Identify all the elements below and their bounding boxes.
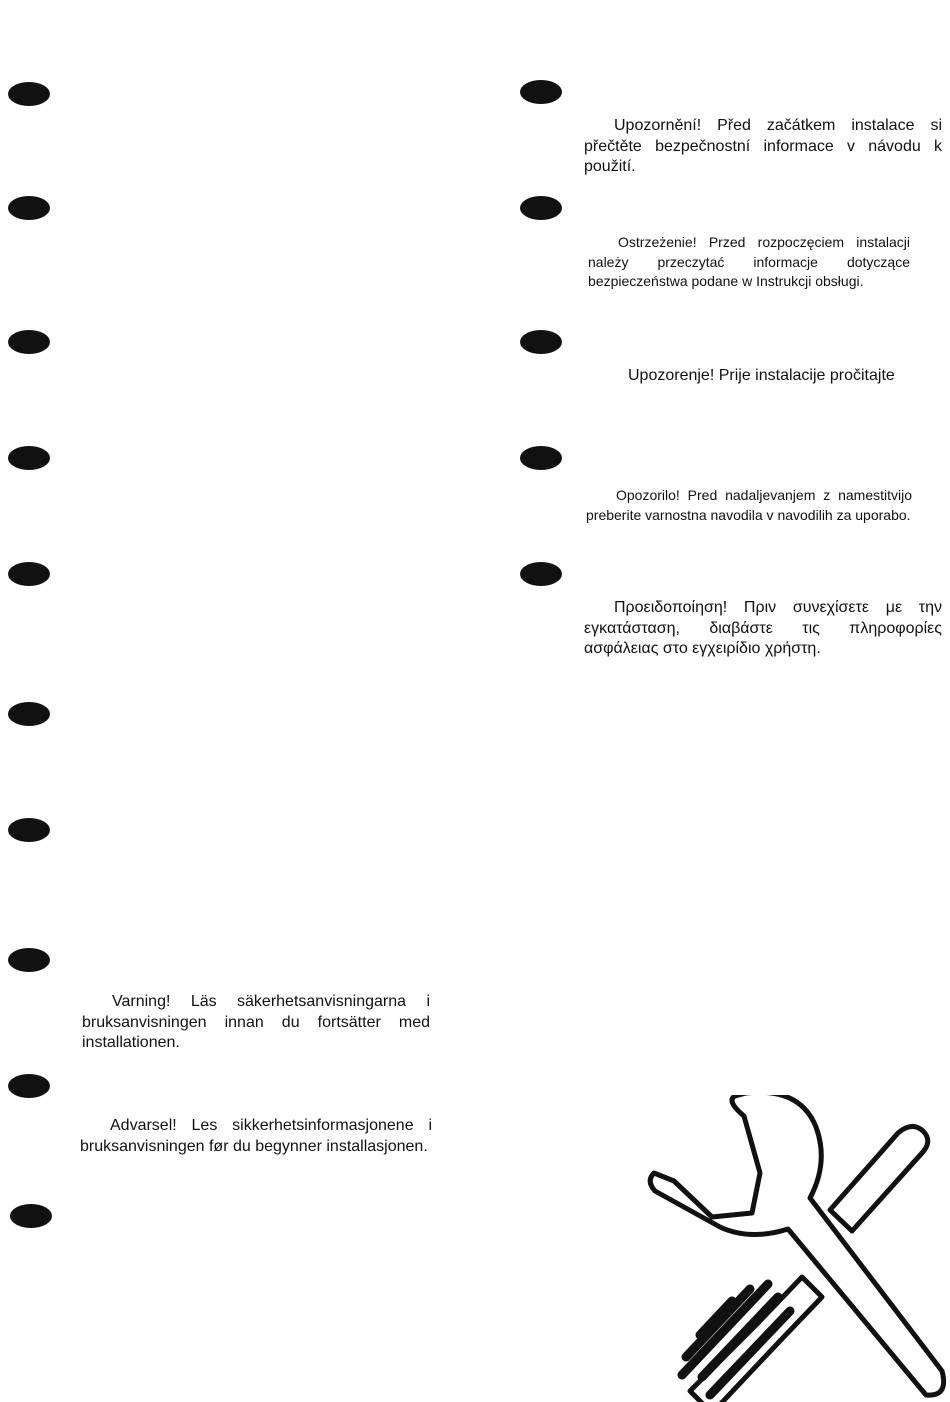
language-bullet-si [520, 446, 562, 470]
language-bullet-9 [8, 1074, 50, 1098]
notice-pl: Ostrzeżenie! Przed rozpoczęciem instalacji należy przeczytać informacje dotyczące bezpieczeństwa podane w Instrukcji obsługi. [588, 234, 910, 289]
language-bullet-5 [8, 562, 50, 586]
notice-no: Advarsel! Les sikkerhetsinformasjonene i bruksanvisningen før du begynner installasjonen. [80, 1117, 432, 1155]
language-bullet-4 [8, 446, 50, 470]
language-bullet-10 [10, 1204, 52, 1228]
notice-hr: Upozorenje! Prije instalacije pročitajte [628, 367, 895, 384]
notice-cz: Upozornění! Před začátkem instalace si přečtěte bezpečnostní informace v návodu k použití. [584, 117, 942, 175]
language-bullet-1 [8, 82, 50, 106]
language-bullet-pl [520, 196, 562, 220]
notice-si: Opozorilo! Pred nadaljevanjem z namestitvijo preberite varnostna navodila v navodilih za uporabo. [586, 487, 912, 523]
wrench-screwdriver-icon [640, 1095, 950, 1402]
language-bullet-6 [8, 702, 50, 726]
language-bullet-hr [520, 330, 562, 354]
language-bullet-7 [8, 818, 50, 842]
language-bullet-cz [520, 80, 562, 104]
language-bullet-8 [8, 948, 50, 972]
language-bullet-gr [520, 562, 562, 586]
language-bullet-2 [8, 196, 50, 220]
notice-gr: Προειδοποίηση! Πριν συνεχίσετε με την εγκατάσταση, διαβάστε τις πληροφορίες ασφάλειας στο εγχειρίδιο χρήστη. [584, 599, 942, 657]
notice-se: Varning! Läs säkerhetsanvisningarna i bruksanvisningen innan du fortsätter med installationen. [82, 993, 430, 1051]
language-bullet-3 [8, 330, 50, 354]
